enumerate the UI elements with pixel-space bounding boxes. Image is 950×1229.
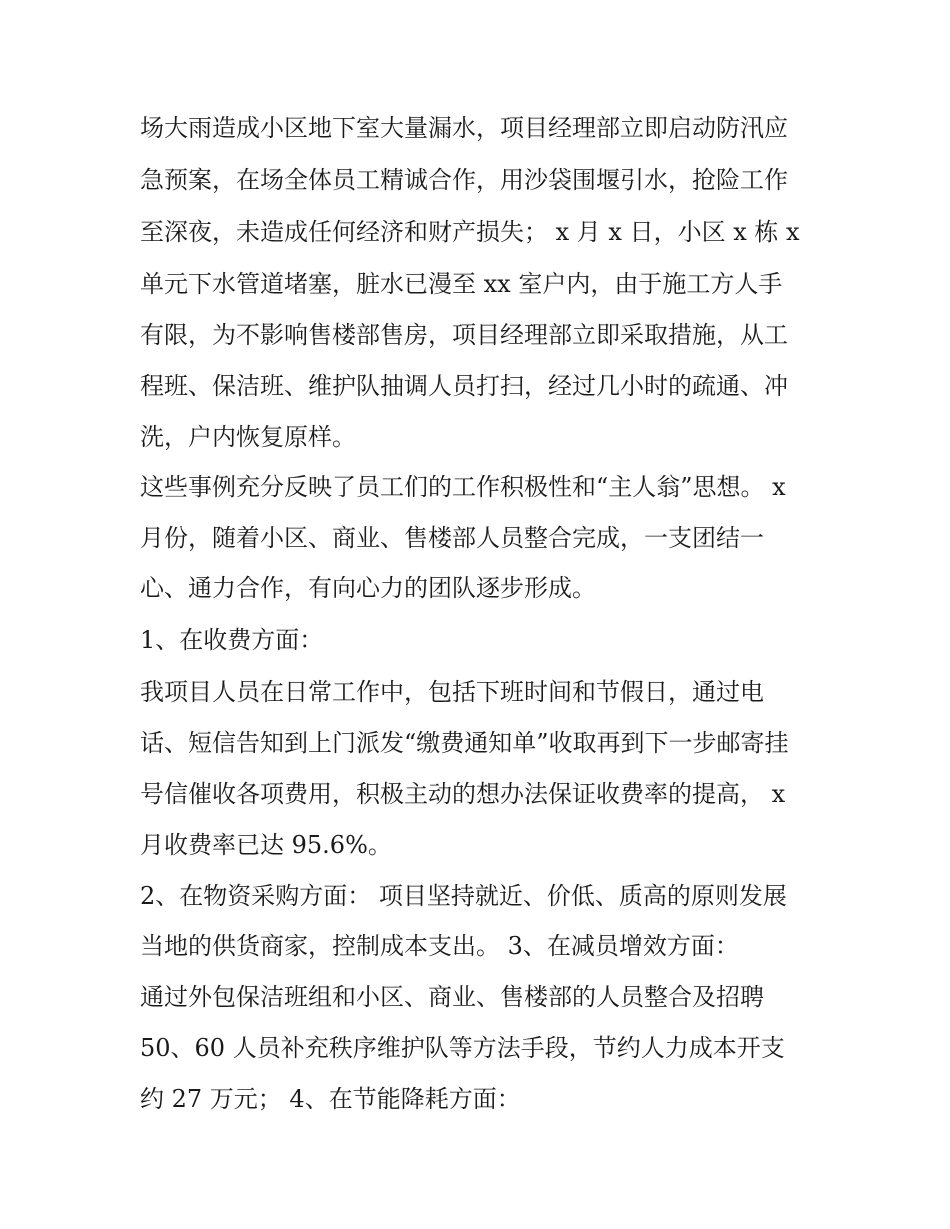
- text-line: 有限，为不影响售楼部售房，项目经理部立即采取措施，从工: [140, 321, 788, 349]
- text-line: 急预案，在场全体员工精诚合作，用沙袋围堰引水，抢险工作: [140, 166, 788, 194]
- text-line: 洗，户内恢复原样。: [140, 423, 356, 451]
- text-line: 这些事例充分反映了员工们的工作积极性和“主人翁”思想。 x: [140, 473, 786, 501]
- text-line: 程班、保洁班、维护队抽调人员打扫，经过几小时的疏通、冲: [140, 372, 788, 400]
- text-line: 号信催收各项费用，积极主动的想办法保证收费率的提高， x: [140, 780, 786, 808]
- text-line: 月收费率已达 95.6%。: [140, 831, 392, 859]
- text-line: 50、60 人员补充秩序维护队等方法手段，节约人力成本开支: [140, 1034, 785, 1062]
- text-line: 心、通力合作，有向心力的团队逐步形成。: [140, 574, 596, 602]
- text-line: 至深夜，未造成任何经济和财产损失； x 月 x 日，小区 x 栋 x: [140, 218, 800, 246]
- section-heading: 1、在收费方面：: [140, 626, 324, 654]
- section-heading: 2、在物资采购方面： 项目坚持就近、价低、质高的原则发展: [140, 882, 787, 910]
- text-line: 通过外包保洁班组和小区、商业、售楼部的人员整合及招聘: [140, 983, 764, 1011]
- text-line: 约 27 万元； 4、在节能降耗方面：: [140, 1085, 521, 1113]
- text-line: 话、短信告知到上门派发“缴费通知单”收取再到下一步邮寄挂: [140, 729, 789, 757]
- text-line: 当地的供货商家，控制成本支出。 3、在减员增效方面：: [140, 932, 739, 960]
- text-line: 场大雨造成小区地下室大量漏水，项目经理部立即启动防汛应: [140, 114, 788, 142]
- text-line: 我项目人员在日常工作中，包括下班时间和节假日，通过电: [140, 678, 764, 706]
- text-line: 单元下水管道堵塞，脏水已漫至 xx 室户内，由于施工方人手: [140, 270, 783, 298]
- text-line: 月份，随着小区、商业、售楼部人员整合完成，一支团结一: [140, 524, 764, 552]
